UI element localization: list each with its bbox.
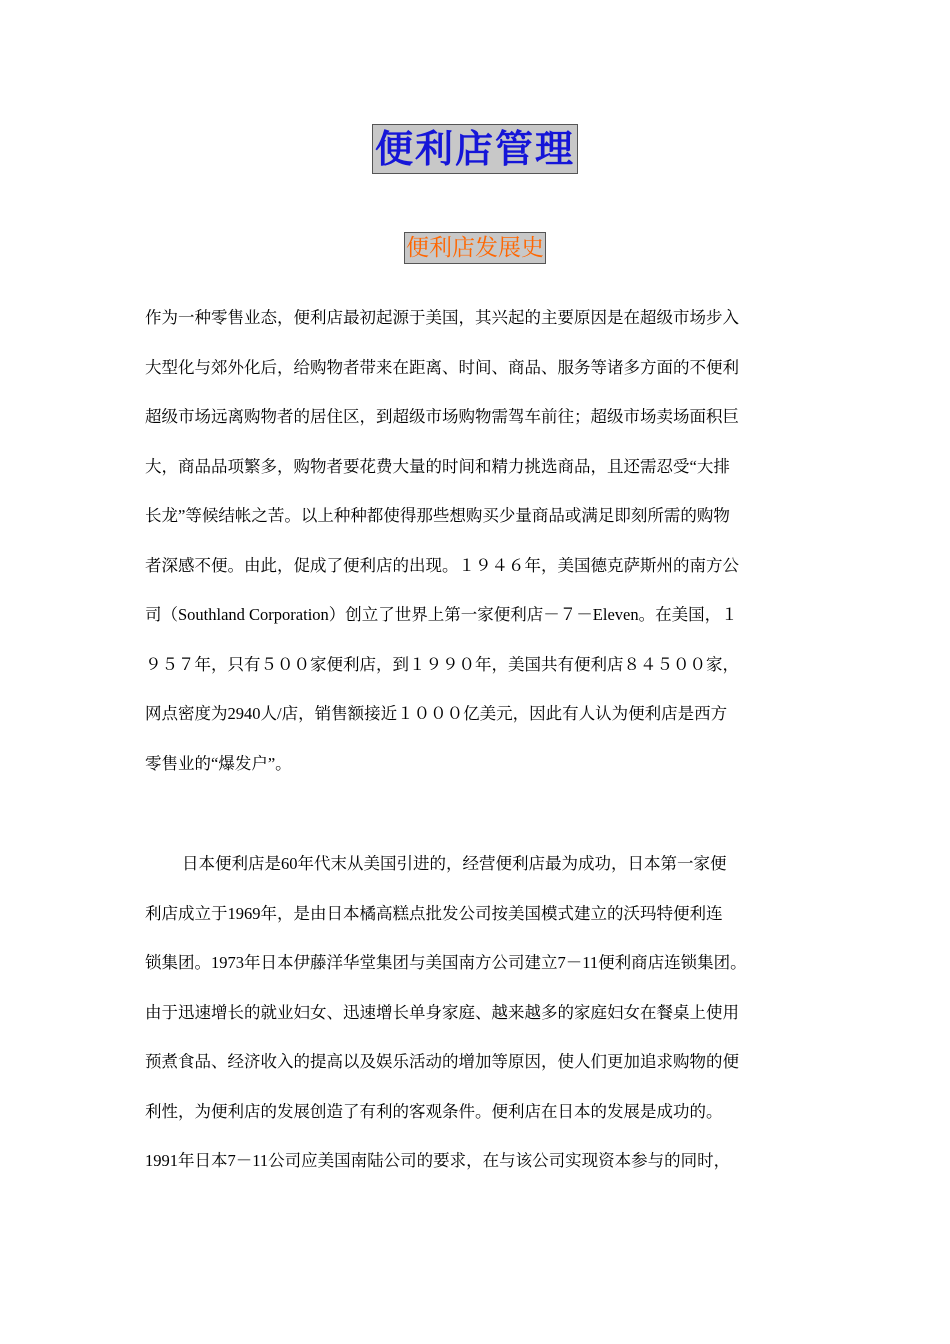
- section-heading: 便利店发展史: [404, 232, 546, 264]
- text-line: 者深感不便。由此，促成了便利店的出现。１９４６年，美国德克萨斯州的南方公: [145, 555, 739, 575]
- text-line: 1991年日本7－11公司应美国南陆公司的要求，在与该公司实现资本参与的同时，: [145, 1151, 731, 1170]
- text-line: 长龙”等候结帐之苦。以上种种都使得那些想购买少量商品或满足即刻所需的购物: [145, 506, 730, 525]
- paragraph-2: [145, 848, 825, 1195]
- text-line: 利店成立于1969年，是由日本橘高糕点批发公司按美国模式建立的沃玛特便利连: [145, 903, 723, 923]
- text-line: 日本便利店是60年代末从美国引进的，经营便利店最为成功，日本第一家便: [182, 854, 727, 873]
- document-title: 便利店管理: [372, 124, 578, 174]
- subtitle-container: [0, 232, 950, 264]
- text-line: 超级市场远离购物者的居住区，到超级市场购物需驾车前往；超级市场卖场面积巨: [145, 407, 739, 426]
- text-line: ９５７年，只有５００家便利店，到１９９０年，美国共有便利店８４５００家，: [145, 654, 739, 674]
- text-line: 司（Southland Corporation）创立了世界上第一家便利店－７－Eleven。在美国，１: [145, 605, 738, 624]
- text-line: 作为一种零售业态，便利店最初起源于美国，其兴起的主要原因是在超级市场步入: [145, 308, 739, 327]
- title-container: [0, 124, 950, 174]
- text-line: 预煮食品、经济收入的提高以及娱乐活动的增加等原因，使人们更加追求购物的便: [145, 1052, 739, 1071]
- paragraph-1: [145, 302, 825, 797]
- text-line: 大型化与郊外化后，给购物者带来在距离、时间、商品、服务等诸多方面的不便利: [145, 357, 739, 377]
- text-line: 锁集团。1973年日本伊藤洋华堂集团与美国南方公司建立7－11便利商店连锁集团。: [145, 953, 747, 972]
- text-line: 零售业的“爆发户”。: [145, 753, 292, 773]
- text-line: 由于迅速增长的就业妇女、迅速增长单身家庭、越来越多的家庭妇女在餐桌上使用: [145, 1002, 739, 1022]
- text-line: 网点密度为2940人/店，销售额接近１０００亿美元，因此有人认为便利店是西方: [145, 704, 728, 723]
- text-line: 大，商品品项繁多，购物者要花费大量的时间和精力挑选商品，且还需忍受“大排: [145, 456, 730, 476]
- text-line: 利性，为便利店的发展创造了有利的客观条件。便利店在日本的发展是成功的。: [145, 1101, 723, 1121]
